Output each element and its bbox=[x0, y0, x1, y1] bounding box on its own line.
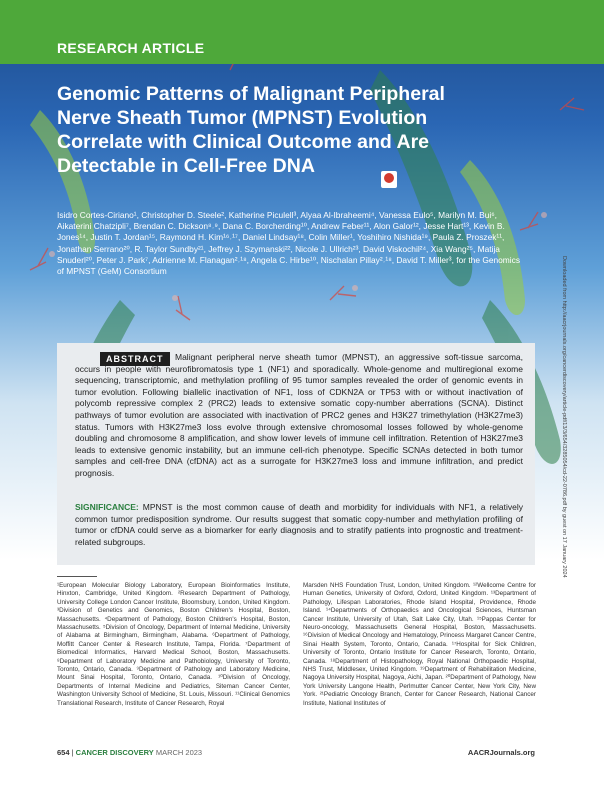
article-title: Genomic Patterns of Malignant Peripheral Nerve Sheath Tumor (MPNST) Evolution Correlate with Clinical Outcome and Are Detectable in Cell-Free DNA bbox=[57, 83, 445, 177]
article-type-banner bbox=[0, 0, 604, 64]
issue-date: MARCH 2023 bbox=[155, 748, 203, 757]
significance-text: MPNST is the most common cause of death and morbidity for individuals with NF1, a relatively common tumor predisposition syndrome. Our results suggest that somatic copy-number and methylation profiling of tumor or cfDNA could serve as a biomarker for early diagnosis and to stratify patients into prognostic and treatment-related subgroups. bbox=[75, 502, 523, 547]
affiliations-left-column: ¹European Molecular Biology Laboratory, European Bioinformatics Institute, Hinxton, Cambridge, United Kingdom. ²Research Department of Pathology, University College London Cancer Institute, Bloomsbury, London, United Kingdom. ³Division of Genetics and Genomics, Boston Children's Hospital, Boston, Massachusetts. ⁴Department of Pathology, Boston Children's Hospital, Boston, Massachusetts. ⁵Division of Oncology, Department of Internal Medicine, University of Alabama at Birmingham, Birmingham, Alabama. ⁶Department of Pathology, Moffitt Cancer Center & Research Institute, Tampa, Florida. ⁷Department of Biomedical Informatics, Harvard Medical School, Boston, Massachusetts. ⁸Department of Laboratory Medicine and Pathobiology, University of Toronto, Toronto, Ontario, Canada. ⁹Department of Pathology and Laboratory Medicine, Mount Sinai Hospital, Toronto, Ontario, Canada. ¹⁰Division of Oncology, Departments of Internal Medicine and Pediatrics, Siteman Cancer Center, Washington University School of Medicine, St. Louis, Missouri. ¹¹Clinical Genomics Translational Research, Institute of Cancer Research, Royal bbox=[57, 582, 290, 707]
footer-citation bbox=[57, 748, 202, 757]
significance-statement bbox=[75, 502, 523, 548]
abstract-text: Malignant peripheral nerve sheath tumor (MPNST), an aggressive soft-tissue sarcoma, occurs in people with neurofibromatosis type 1 (NF1) and sporadically. Whole-genome and multiregional exome sequencing, transcriptomic, and methylation profiling of 95 tumor samples revealed the order of genomic events in tumor evolution. Following biallelic inactivation of NF1, loss of CDKN2A or TP53 with or without inactivation of polycomb repressive complex 2 (PRC2) leads to extensive somatic copy-number aberrations (SCNA). Distinct pathways of tumor evolution are associated with inactivation of PRC2 genes and H3K27 trimethylation (H3K27me3) status. Tumors with H3K27me3 loss evolve through extensive chromosomal losses followed by whole-genome doubling and chromosome 8 amplification, and show lower levels of immune cell infiltration. Retention of H3K27me3 leads to extensive genomic instability, but an immune cell-rich phenotype. Specific SCNAs detected in both tumor samples and cell-free DNA (cfDNA) act as a surrogate for H3K27me3 loss and immune infiltration, and predict prognosis. bbox=[75, 352, 523, 478]
journal-name: CANCER DISCOVERY bbox=[75, 748, 154, 757]
significance-label: SIGNIFICANCE: bbox=[75, 502, 139, 512]
footer-separator: | bbox=[71, 748, 74, 757]
affiliations-right-column: Marsden NHS Foundation Trust, London, United Kingdom. ¹²Wellcome Centre for Human Genetics, University of Oxford, Oxford, United Kingdom. ¹³Department of Pathology, Lifespan Laboratories, Rhode Island Hospital, Providence, Rhode Island. ¹⁴Departments of Orthopaedics and Oncological Sciences, Huntsman Cancer Institute, University of Utah, Salt Lake City, Utah. ¹⁵Pappas Center for Neuro-oncology, Massachusetts General Hospital, Boston, Massachusetts. ¹⁶Division of Medical Oncology and Hematology, Princess Margaret Cancer Centre, Sinai Health System, Toronto, Ontario, Canada. ¹⁷Hospital for Sick Children, University of Toronto, Ontario Institute for Cancer Research, Toronto, Ontario, Canada. ¹⁸Department of Histopathology, Royal National Orthopaedic Hospital, NHS Trust, Middlesex, United Kingdom. ¹⁹Department of Rehabilitation Medicine, Nagoya University Hospital, Nagoya, Aichi, Japan. ²⁰Department of Pathology, New York University Langone Health, Perlmutter Cancer Center, New York City, New York. ²¹Pediatric Oncology Branch, Center for Cancer Research, National Cancer Institute, National Institutes of bbox=[303, 582, 536, 707]
page-number: 654 bbox=[57, 748, 70, 757]
footnote-divider bbox=[57, 576, 97, 577]
abstract-label: ABSTRACT bbox=[100, 352, 170, 366]
author-list: Isidro Cortes-Ciriano¹, Christopher D. Steele², Katherine Piculell³, Alyaa Al-Ibraheemi⁴, Vanessa Eulo⁵, Marilyn M. Bui⁶, Aikaterini Chatzipli⁷, Brendan C. Dickson⁸˒⁹, Dana C. Borcherding¹⁰, Andrew Feber¹¹, Alon Galor¹², Jesse Hart¹³, Kevin B. Jones¹⁴, Justin T. Jordan¹⁵, Raymond H. Kim¹⁶˒¹⁷, Daniel Lindsay¹⁸, Colin Miller¹, Yoshihiro Nishida¹⁹, Paula Z. Proszek¹¹, Jonathan Serrano²⁰, R. Taylor Sundby²¹, Jeffrey J. Szymanski²², Nicole J. Ullrich²³, David Viskochil²⁴, Xia Wang²⁵, Matija Snuderl²⁰, Peter J. Park⁷, Adrienne M. Flanagan²˒¹⁸, Angela C. Hirbe¹⁰, Nischalan Pillay²˒¹⁸, David T. Miller³, for the Genomics of MPNST (GeM) Consortium bbox=[57, 210, 521, 277]
journal-website[interactable]: AACRJournals.org bbox=[467, 748, 535, 757]
page-footer bbox=[57, 748, 535, 762]
crossmark-icon[interactable] bbox=[381, 171, 397, 188]
article-type-label: RESEARCH ARTICLE bbox=[57, 40, 205, 56]
download-note: Downloaded from http://aacrjournals.org/cancerdiscovery/article-pdf/13/3/654/3285054/cd-22-0786.pdf by guest on 17 January 2024 bbox=[561, 256, 567, 578]
